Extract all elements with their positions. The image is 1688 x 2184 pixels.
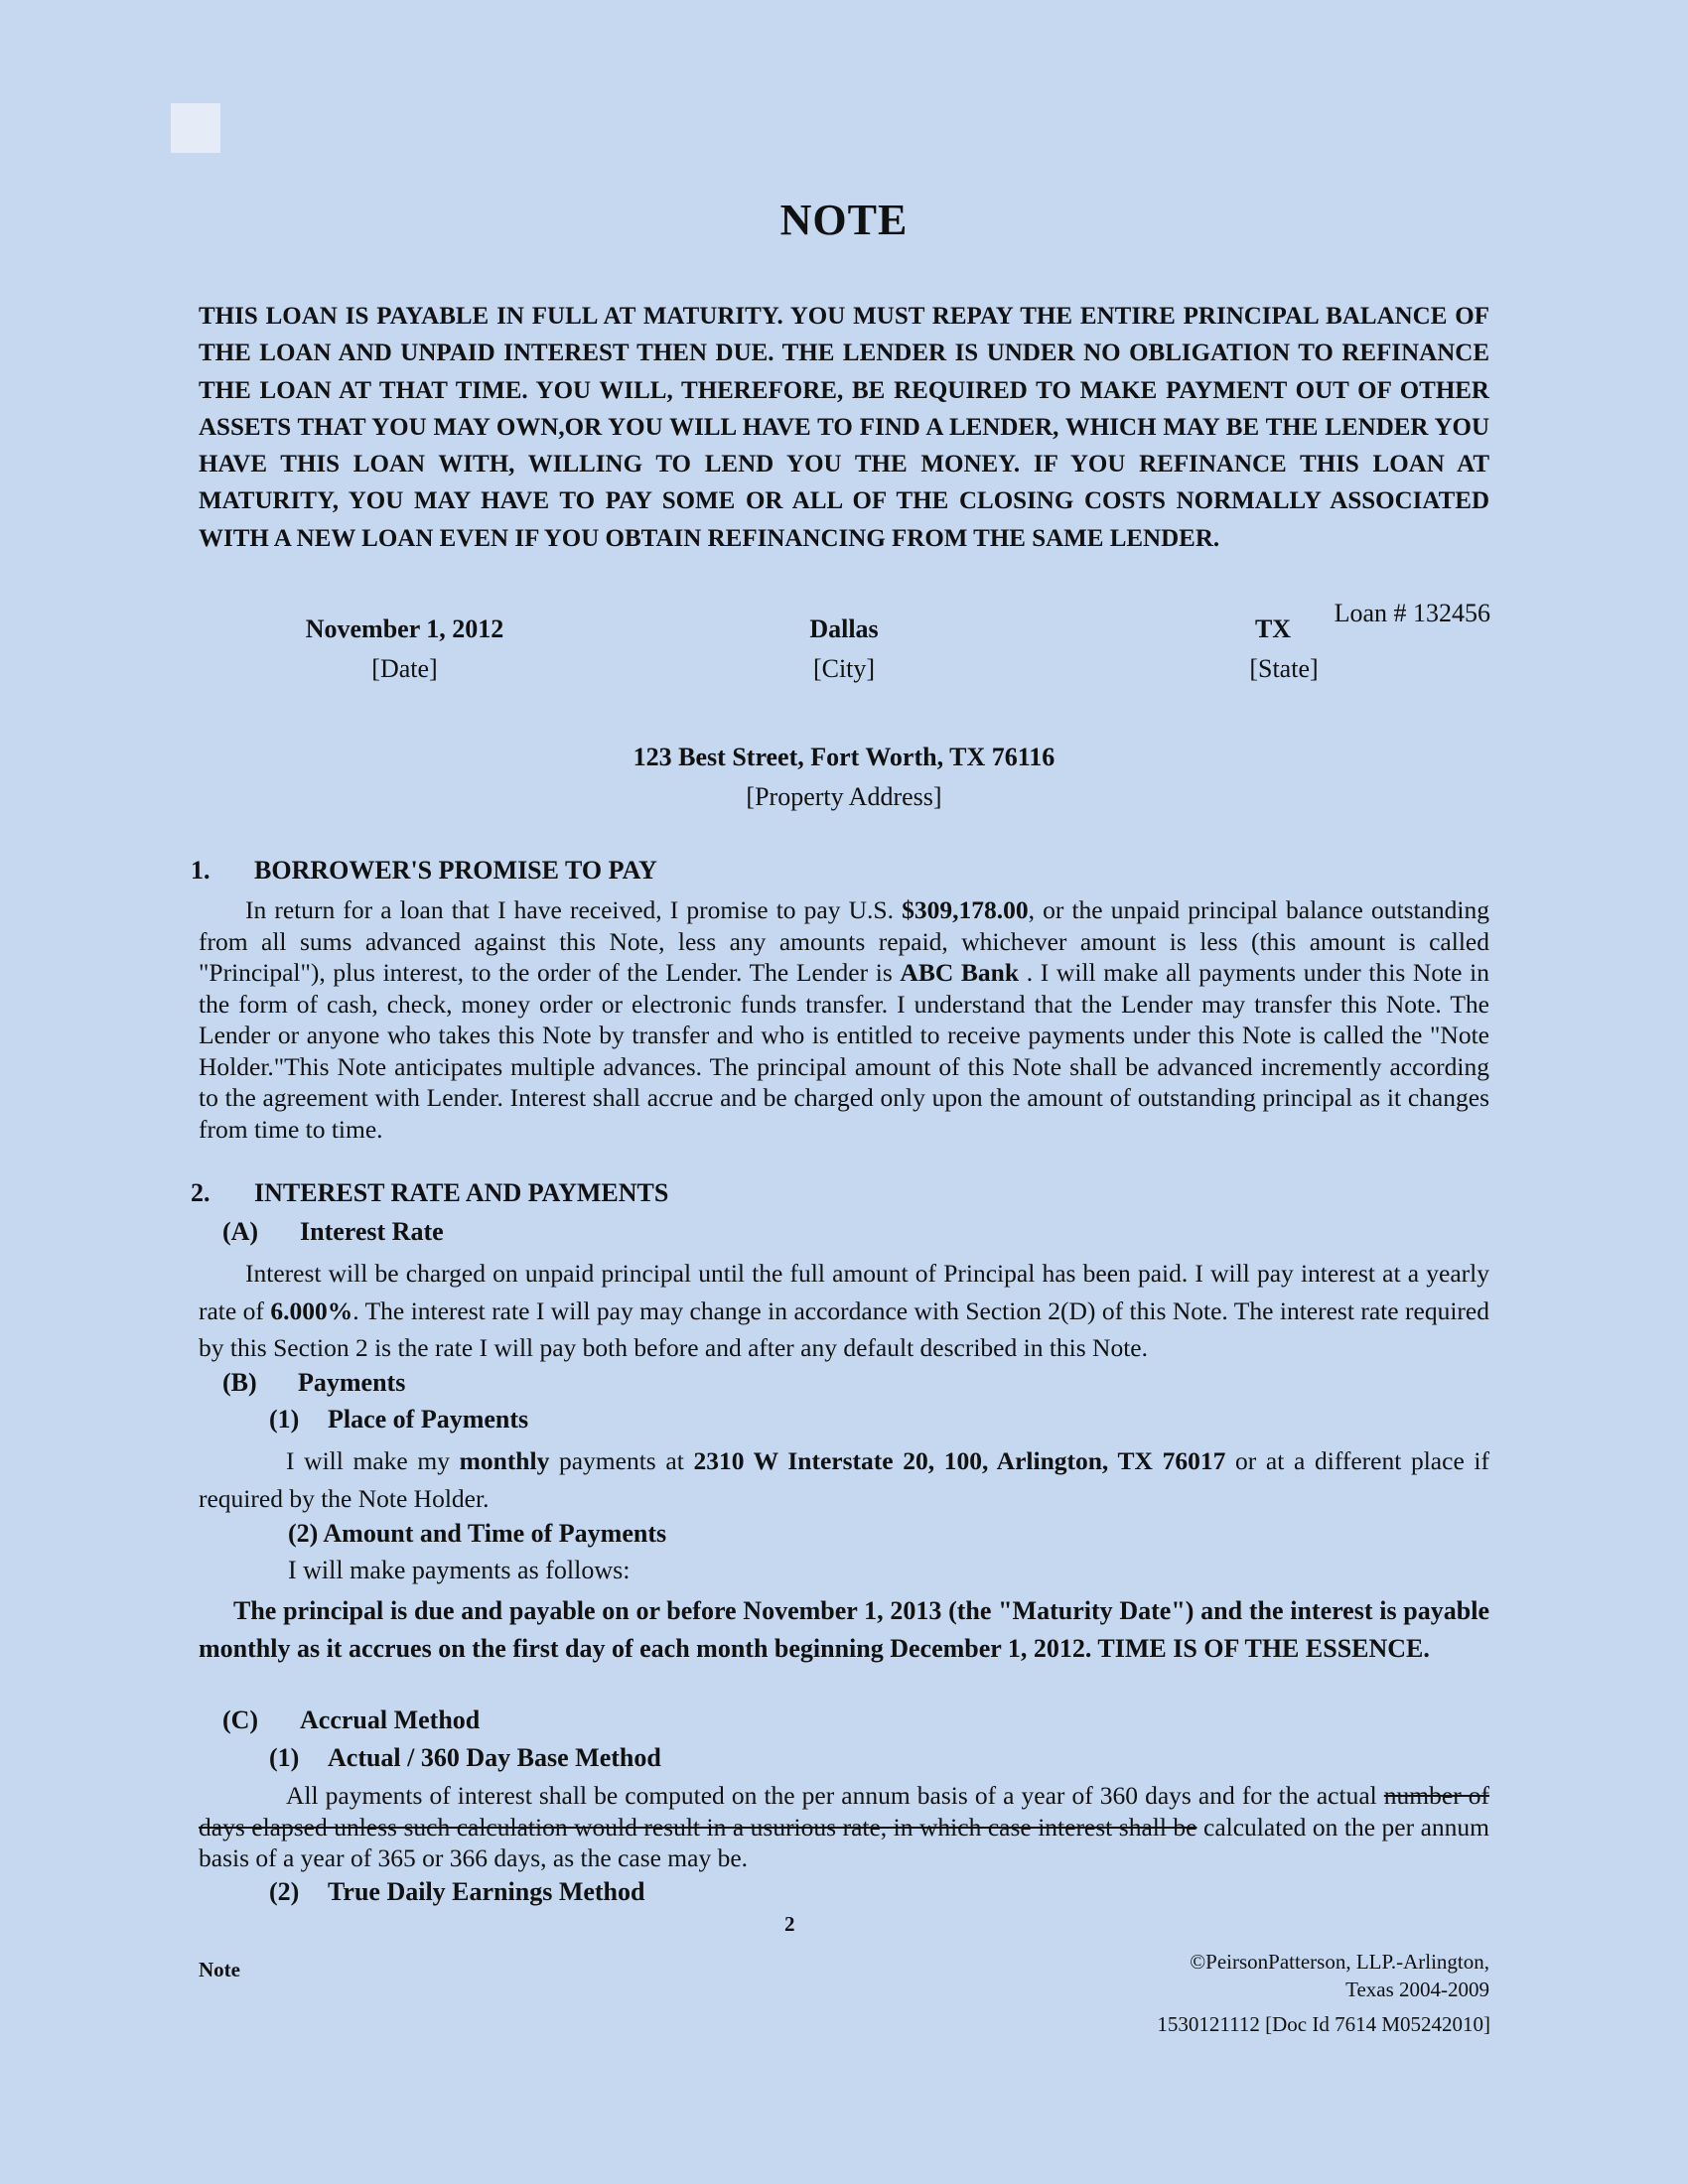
accrual-text-b: calculated on the per annum basis of a year of 365 or 366 days, as the case may be.	[199, 1812, 1489, 1872]
accrual-struck-text: number of days elapsed unless such calculation would result in a usurious rate, in which case interest shall be	[199, 1781, 1490, 1842]
place-of-payments-paragraph	[199, 1442, 1489, 1517]
payments-text-c: or at a different place if required by the Note Holder.	[199, 1446, 1490, 1513]
section-1-title: BORROWER'S PROMISE TO PAY	[254, 856, 657, 885]
page-number: 2	[784, 1912, 795, 1936]
payments-intro: I will make payments as follows:	[288, 1556, 631, 1584]
section-1-text-b: , or the unpaid principal balance outstanding from all sums advanced against this Note, less any amounts repaid, whichever amount is less (this amount is called "Principal"), plus interest, to the order of the Lender. The Lender is	[199, 895, 1489, 987]
interest-text-a: Interest will be charged on unpaid principal until the full amount of Principal has been paid. I will pay interest at a yearly rate of	[199, 1259, 1489, 1325]
subsection-c-label: (C)	[222, 1706, 259, 1734]
date-value: November 1, 2012	[305, 614, 504, 643]
state-label: [State]	[1249, 654, 1319, 683]
copyright-line-2: Texas 2004-2009	[1345, 1978, 1489, 2001]
payment-frequency: monthly	[459, 1446, 550, 1475]
section-1-text-c: . I will make all payments under this Note in the form of cash, check, money order or electronic funds transfer. I understand that the Lender may transfer this Note. The Lender or anyone who takes this Note by transfer and who is entitled to receive payments under this Note is called the "Note Holder."This Note anticipates multiple advances. The principal amount of this Note shall be advanced incremently according to the agreement with Lender. Interest shall accrue and be charged only upon the amount of outstanding principal as it changes from time to time.	[199, 958, 1489, 1144]
interest-rate-paragraph	[199, 1255, 1489, 1367]
subsection-b1-label: (1)	[269, 1405, 300, 1433]
section-1-paragraph	[199, 894, 1489, 1145]
state-value: TX	[1254, 614, 1292, 643]
accrual-text-a: All payments of interest shall be computed on the per annum basis of a year of 360 days and for the actual	[286, 1781, 1384, 1810]
corner-box	[171, 103, 220, 153]
section-1-number: 1.	[191, 856, 211, 885]
subsection-c-title: Accrual Method	[300, 1706, 481, 1734]
subsection-b2-title: (2) Amount and Time of Payments	[288, 1519, 667, 1548]
property-address: 123 Best Street, Fort Worth, TX 76116	[633, 743, 1055, 771]
property-address-label: [Property Address]	[746, 782, 942, 811]
section-1-text-a: In return for a loan that I have received, I promise to pay U.S.	[245, 895, 903, 924]
payment-address: 2310 W Interstate 20, 100, Arlington, TX 76017	[693, 1446, 1226, 1475]
interest-text-b: . The interest rate I will pay may change in accordance with Section 2(D) of this Note. The interest rate required by this Section 2 is the rate I will pay both before and after any default described in this Note.	[199, 1296, 1489, 1362]
date-label: [Date]	[371, 654, 438, 683]
document-id: 1530121112 [Doc Id 7614 M05242010]	[1157, 2012, 1490, 2036]
subsection-a-title: Interest Rate	[300, 1217, 444, 1246]
accrual-paragraph	[199, 1780, 1489, 1874]
subsection-b1-title: Place of Payments	[328, 1405, 529, 1433]
city-label: [City]	[812, 654, 876, 683]
footer-doc-name: Note	[199, 1958, 240, 1981]
city-value: Dallas	[809, 614, 879, 643]
section-2-title: INTEREST RATE AND PAYMENTS	[254, 1178, 669, 1207]
balloon-warning: THIS LOAN IS PAYABLE IN FULL AT MATURITY. YOU MUST REPAY THE ENTIRE PRINCIPAL BALANCE OF THE LOAN AND UNPAID INTEREST THEN DUE. THE LENDER IS UNDER NO OBLIGATION TO REFINANCE THE LOAN AT THAT TIME. YOU WILL, THEREFORE, BE REQUIRED TO MAKE PAYMENT OUT OF OTHER ASSETS THAT YOU MAY OWN,OR YOU WILL HAVE TO FIND A LENDER, WHICH MAY BE THE LENDER YOU HAVE THIS LOAN WITH, WILLING TO LEND YOU THE MONEY. IF YOU REFINANCE THIS LOAN AT MATURITY, YOU MAY HAVE TO PAY SOME OR ALL OF THE CLOSING COSTS NORMALLY ASSOCIATED WITH A NEW LOAN EVEN IF YOU OBTAIN REFINANCING FROM THE SAME LENDER.	[199, 303, 1489, 552]
interest-rate-value: 6.000%	[270, 1296, 353, 1325]
payments-text-a: I will make my	[286, 1446, 460, 1475]
lender-name: ABC Bank	[900, 958, 1020, 987]
subsection-c1-label: (1)	[269, 1743, 300, 1772]
section-2-number: 2.	[191, 1178, 211, 1207]
subsection-b-label: (B)	[222, 1368, 257, 1397]
copyright-notice	[1132, 1948, 1489, 2003]
subsection-c1-title: Actual / 360 Day Base Method	[328, 1743, 661, 1772]
copyright-line-1: ©PeirsonPatterson, LLP.-Arlington,	[1190, 1950, 1489, 1974]
principal-amount: $309,178.00	[902, 895, 1029, 924]
subsection-b-title: Payments	[298, 1368, 406, 1397]
loan-number: Loan # 132456	[1334, 599, 1490, 627]
maturity-terms-text: The principal is due and payable on or before November 1, 2013 (the "Maturity Date") and the interest is payable monthly as it accrues on the first day of each month beginning December 1, 2012. TIME IS OF THE ESSENCE.	[199, 1596, 1489, 1663]
document-title: NOTE	[779, 196, 909, 244]
maturity-terms	[199, 1592, 1489, 1668]
subsection-c2-title: True Daily Earnings Method	[328, 1877, 645, 1906]
subsection-a-label: (A)	[222, 1217, 259, 1246]
payments-text-b: payments at	[549, 1446, 694, 1475]
subsection-c2-label: (2)	[269, 1877, 300, 1906]
